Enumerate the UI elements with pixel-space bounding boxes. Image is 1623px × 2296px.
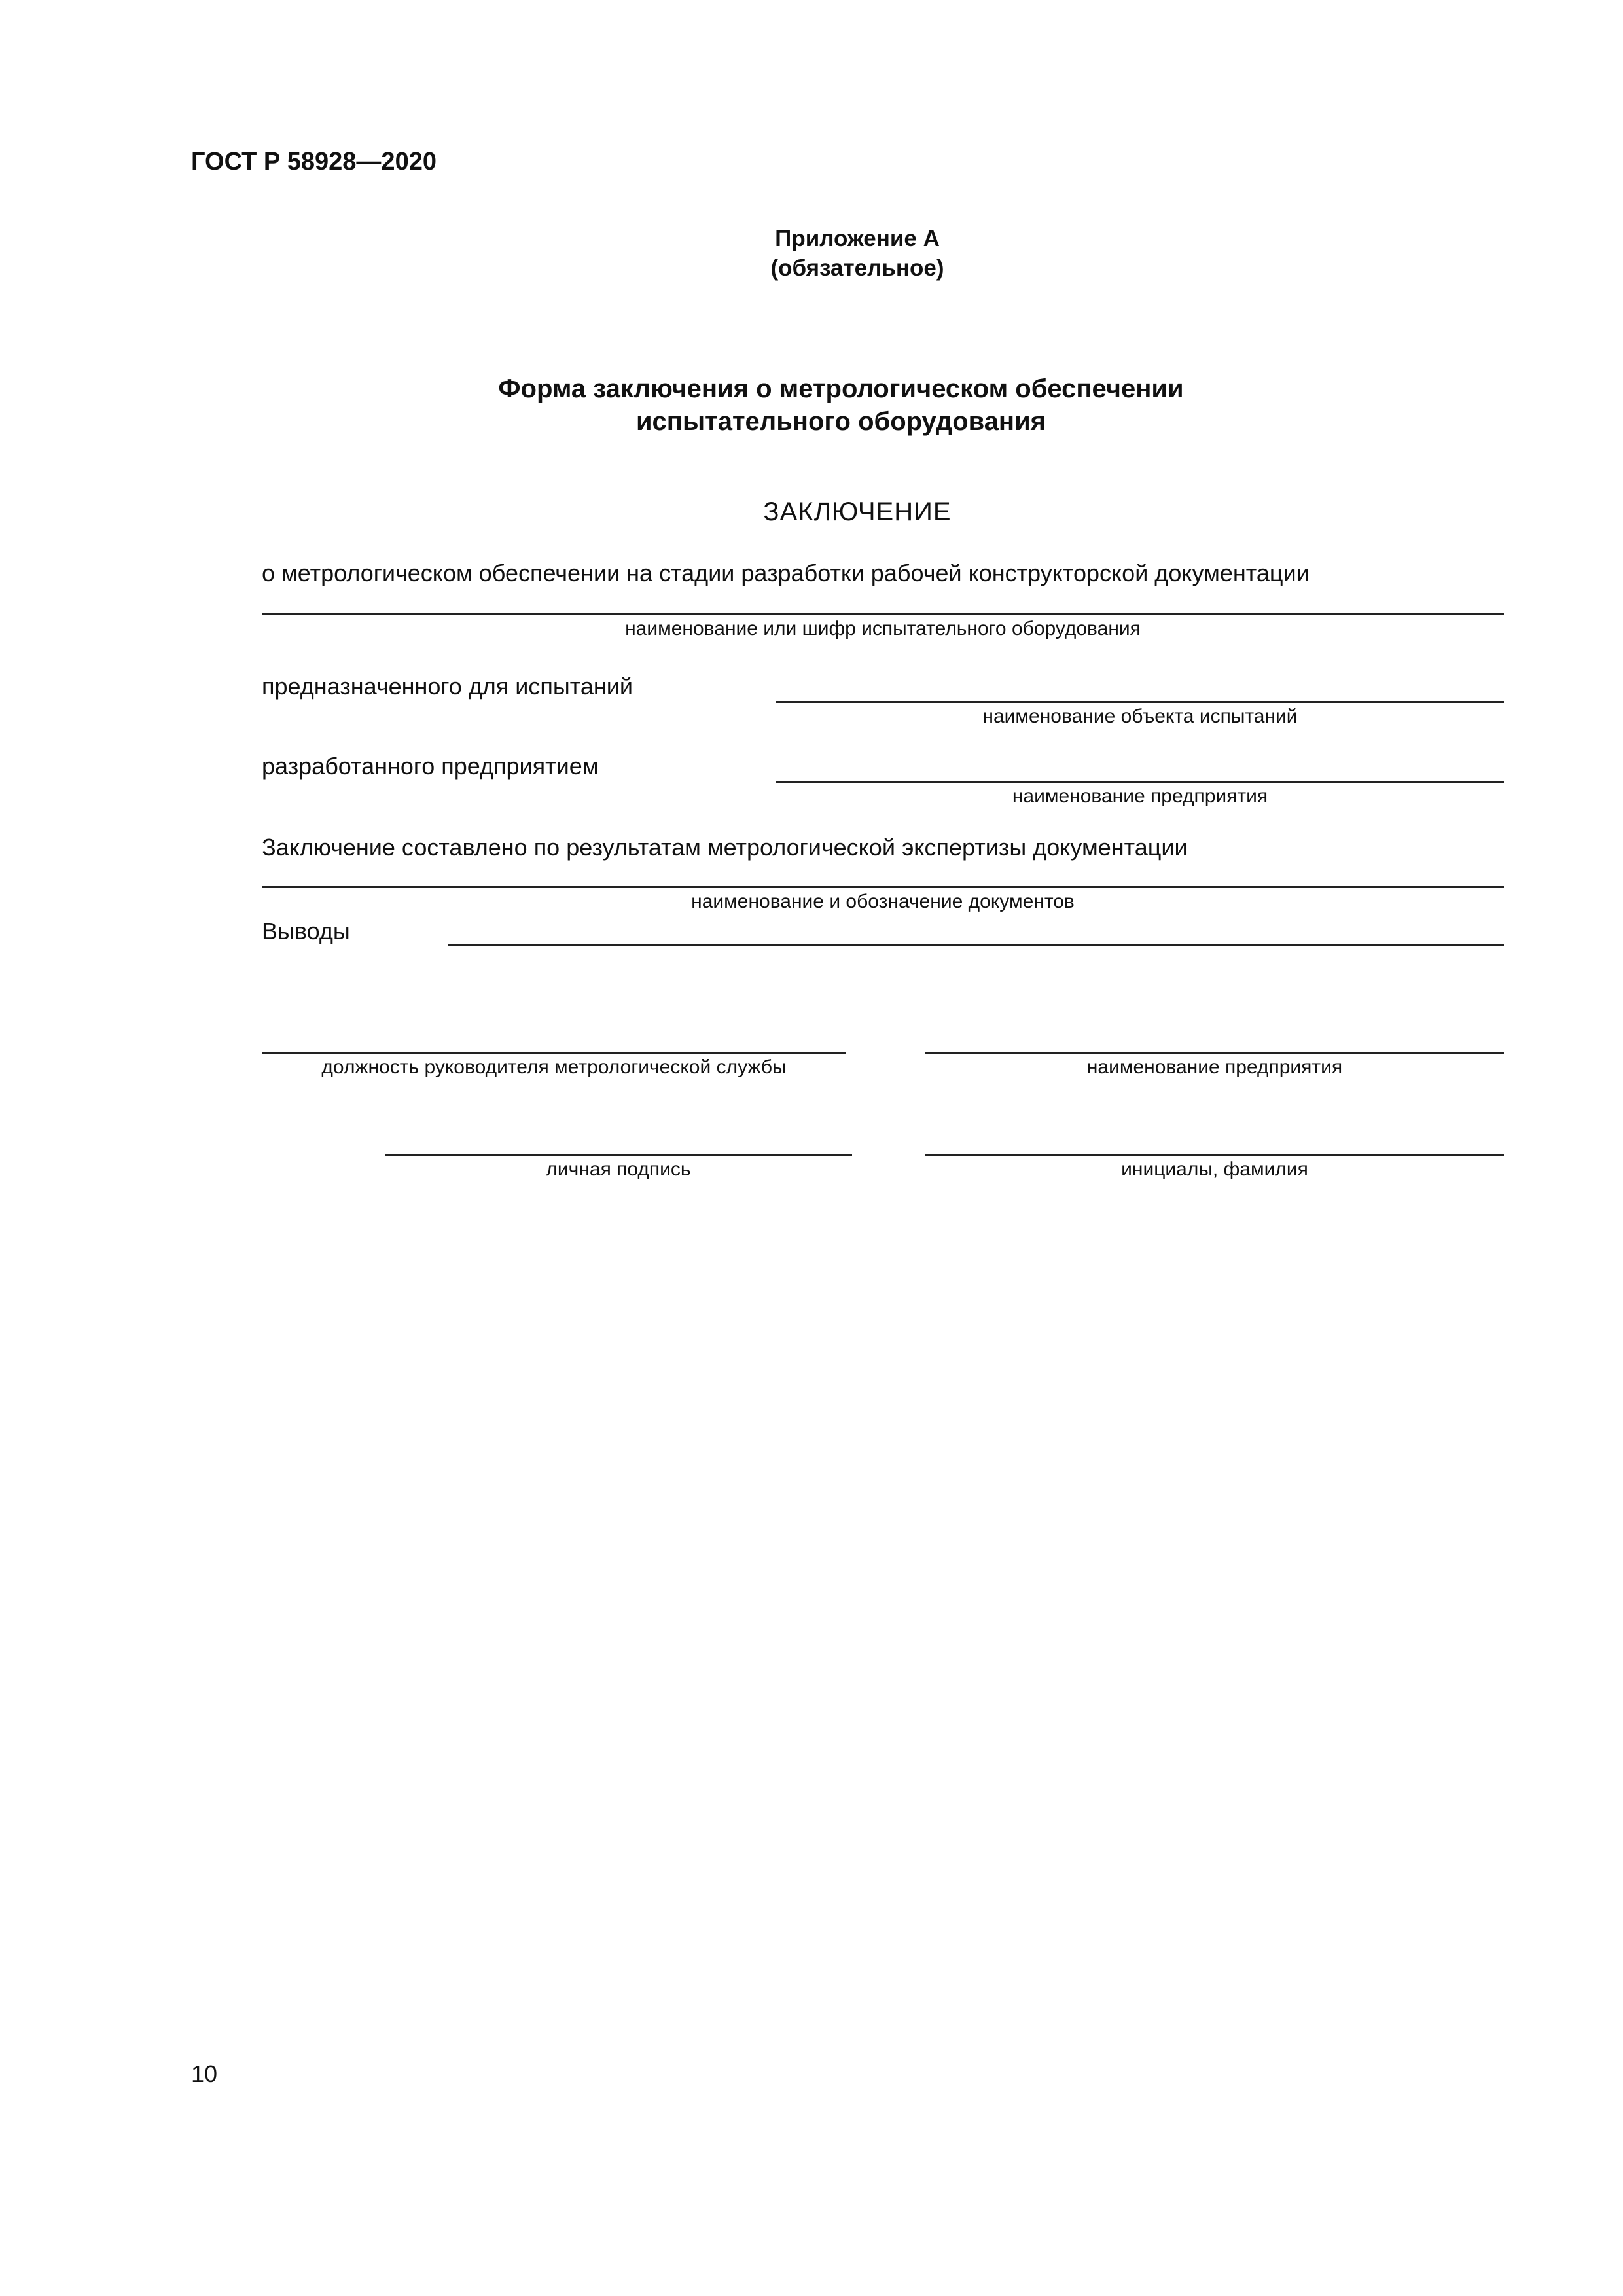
standard-code: ГОСТ Р 58928—2020 xyxy=(191,148,437,175)
conclusions-field[interactable] xyxy=(448,944,1504,946)
position-field[interactable] xyxy=(262,1052,846,1054)
enterprise-field[interactable] xyxy=(776,781,1504,783)
document-kind: ЗАКЛЮЧЕНИЕ xyxy=(763,497,952,526)
documents-caption: наименование и обозначение документов xyxy=(691,891,1075,912)
signature-field[interactable] xyxy=(385,1154,852,1156)
intended-label: предназначенного для испытаний xyxy=(262,673,633,700)
name-field[interactable] xyxy=(925,1154,1504,1156)
signature-caption: личная подпись xyxy=(546,1158,691,1180)
appendix-status: (обязательное) xyxy=(770,255,944,281)
conclusions-label: Выводы xyxy=(262,918,350,944)
intro-text: о метрологическом обеспечении на стадии разработки рабочей конструкторской документации xyxy=(262,560,1310,586)
enterprise-caption: наименование предприятия xyxy=(1012,785,1268,807)
position-caption: должность руководителя метрологической службы xyxy=(321,1056,787,1078)
documents-field[interactable] xyxy=(262,886,1504,888)
test-object-field[interactable] xyxy=(776,701,1504,703)
developed-label: разработанного предприятием xyxy=(262,753,599,780)
signature-enterprise-field[interactable] xyxy=(925,1052,1504,1054)
basis-text: Заключение составлено по результатам метрологической экспертизы документации xyxy=(262,834,1188,861)
name-caption: инициалы, фамилия xyxy=(1121,1158,1308,1180)
equipment-name-caption: наименование или шифр испытательного оборудования xyxy=(625,618,1141,639)
page-number: 10 xyxy=(191,2060,218,2087)
form-title-line1: Форма заключения о метрологическом обеспечении xyxy=(498,374,1184,403)
appendix-label: Приложение А xyxy=(775,226,940,251)
test-object-caption: наименование объекта испытаний xyxy=(982,706,1298,727)
signature-enterprise-caption: наименование предприятия xyxy=(1086,1056,1343,1078)
equipment-name-field[interactable] xyxy=(262,613,1504,615)
form-title-line2: испытательного оборудования xyxy=(635,407,1046,436)
